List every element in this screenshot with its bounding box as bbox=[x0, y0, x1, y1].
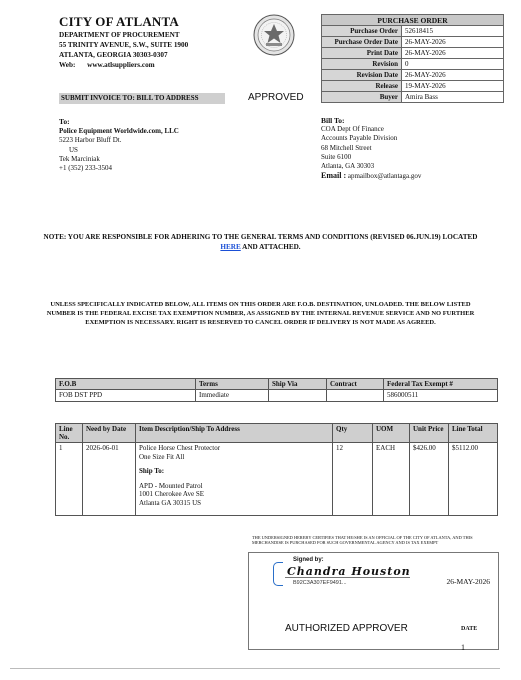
table-row bbox=[56, 390, 498, 402]
purchase-order-table bbox=[321, 14, 504, 103]
certification-text: THE UNDERSIGNED HEREBY CERTIFIES THAT HE/SHE IS AN OFFICIAL OF THE CITY OF ATLANTA, AND THIS MERCHANDISE IS PURCHASED FOR SUCH GOVERNMENTAL AGENCY AND IS TAX EXEMPT bbox=[252, 535, 473, 546]
line-total-value: $5112.00 bbox=[449, 443, 498, 516]
bill-to-line: Accounts Payable Division bbox=[321, 134, 398, 143]
bottom-divider bbox=[10, 668, 500, 669]
revision: 0 bbox=[402, 59, 504, 70]
department-name: DEPARTMENT OF PROCUREMENT bbox=[59, 31, 180, 39]
address-line-1: 55 TRINITY AVENUE, S.W., SUITE 1900 bbox=[59, 41, 189, 49]
approved-stamp: APPROVED bbox=[248, 92, 304, 103]
bill-to-line: COA Dept Of Finance bbox=[321, 125, 384, 134]
signed-by-label: Signed by: bbox=[293, 557, 324, 563]
tax-exempt-value: 586000511 bbox=[384, 390, 498, 402]
ship-to-line: APD - Mounted Patrol bbox=[139, 481, 203, 490]
po-row bbox=[322, 81, 504, 92]
print-date: 26-MAY-2026 bbox=[402, 48, 504, 59]
to-label: To: bbox=[59, 117, 70, 126]
signature-underline bbox=[285, 577, 410, 578]
unit-price-value: $426.00 bbox=[410, 443, 449, 516]
vendor-country: US bbox=[69, 145, 78, 154]
item-description bbox=[136, 443, 333, 516]
purchase-order-title: PURCHASE ORDER bbox=[322, 15, 504, 26]
terms-link[interactable]: HERE bbox=[220, 243, 241, 251]
po-row-label: Print Date bbox=[322, 48, 402, 59]
item-size: One Size Fit All bbox=[139, 452, 185, 461]
bill-to-label: Bill To: bbox=[321, 116, 345, 125]
po-row-label: Revision Date bbox=[322, 70, 402, 81]
item-name: Police Horse Chest Protector bbox=[139, 444, 221, 452]
vendor-street: 5223 Harbor Bluff Dt. bbox=[59, 136, 122, 145]
line-items-table bbox=[55, 423, 498, 516]
po-row-label: Revision bbox=[322, 59, 402, 70]
bill-to-line: 68 Mitchell Street bbox=[321, 143, 372, 152]
submit-invoice-banner: SUBMIT INVOICE TO: BILL TO ADDRESS bbox=[59, 93, 225, 104]
line-number: 1 bbox=[56, 443, 83, 516]
terms-note bbox=[40, 232, 481, 252]
bill-to-block bbox=[321, 116, 421, 181]
po-row bbox=[322, 59, 504, 70]
description-header: Item Description/Ship To Address bbox=[136, 424, 333, 443]
fob-notice: UNLESS SPECIFICALLY INDICATED BELOW, ALL ITEMS ON THIS ORDER ARE F.O.B. DESTINATION, UNLOADED. THE BELOW LISTED NUMBER IS THE FEDERAL EXCISE TAX EXEMPTION NUMBER, AS ASSIGNED BY THE INTERNAL REVENUE SERVICE AND NO FURTHER EXEMPTION IS NECESSARY. RIGHT IS RESERVED TO CANCEL ORDER IF DELIVERY IS NOT MADE AS AGREED. bbox=[46, 301, 475, 326]
bill-to-line: Atlanta, GA 30303 bbox=[321, 162, 375, 171]
need-by-header: Need by Date bbox=[83, 424, 136, 443]
po-row-label: Purchase Order Date bbox=[322, 37, 402, 48]
note-text: NOTE: YOU ARE RESPONSIBLE FOR ADHERING TO THE GENERAL TERMS AND CONDITIONS (REVISED 06.JUN.19) LOCATED bbox=[43, 233, 478, 241]
ship-to-label: Ship To: bbox=[139, 467, 165, 475]
qty-value: 12 bbox=[333, 443, 373, 516]
need-by-date: 2026-06-01 bbox=[83, 443, 136, 516]
bill-to-email-line bbox=[321, 171, 421, 181]
po-row bbox=[322, 92, 504, 103]
email-address[interactable]: apmailbox@atlantaga.gov bbox=[347, 172, 422, 181]
uom-value: EACH bbox=[373, 443, 410, 516]
date-label: DATE bbox=[461, 626, 478, 632]
po-row-label: Release bbox=[322, 81, 402, 92]
po-row-label: Buyer bbox=[322, 92, 402, 103]
ship-via-value bbox=[269, 390, 327, 402]
web-url[interactable]: www.atlsuppliers.com bbox=[87, 61, 155, 69]
email-label: Email : bbox=[321, 171, 347, 181]
terms-header: Terms bbox=[196, 379, 269, 390]
table-row bbox=[56, 443, 498, 516]
po-date: 26-MAY-2026 bbox=[402, 37, 504, 48]
qty-header: Qty bbox=[333, 424, 373, 443]
revision-date: 26-MAY-2026 bbox=[402, 70, 504, 81]
ship-to-line: Atlanta GA 30315 US bbox=[139, 498, 202, 507]
line-total-header: Line Total bbox=[449, 424, 498, 443]
signature-bracket-icon bbox=[273, 562, 283, 586]
unit-price-header: Unit Price bbox=[410, 424, 449, 443]
fob-value: FOB DST PPD bbox=[56, 390, 196, 402]
tax-exempt-header: Federal Tax Exempt # bbox=[384, 379, 498, 390]
signature-name: Chandra Houston bbox=[287, 565, 411, 578]
terms-value: Immediate bbox=[196, 390, 269, 402]
po-number: 52618415 bbox=[402, 26, 504, 37]
address-line-2: ATLANTA, GEORGIA 30303-0307 bbox=[59, 51, 168, 59]
city-seal-icon bbox=[253, 14, 295, 56]
signature-box bbox=[248, 552, 499, 650]
authorized-approver-label: AUTHORIZED APPROVER bbox=[285, 623, 408, 634]
note-suffix: AND ATTACHED. bbox=[242, 243, 301, 251]
ship-to-line: 1001 Cherokee Ave SE bbox=[139, 490, 204, 498]
ship-via-header: Ship Via bbox=[269, 379, 327, 390]
release-date: 19-MAY-2026 bbox=[402, 81, 504, 92]
page-number: 1 bbox=[461, 643, 465, 652]
contract-value bbox=[327, 390, 384, 402]
po-row bbox=[322, 26, 504, 37]
signature-card bbox=[273, 557, 413, 589]
po-row bbox=[322, 37, 504, 48]
signature-hash: B92C3A307EF9491... bbox=[293, 580, 347, 586]
fob-header: F.O.B bbox=[56, 379, 196, 390]
terms-table bbox=[55, 378, 498, 402]
vendor-phone: +1 (352) 233-3504 bbox=[59, 164, 112, 173]
web-line bbox=[59, 61, 155, 69]
web-label: Web: bbox=[59, 61, 76, 69]
city-name: CITY OF ATLANTA bbox=[59, 14, 180, 29]
vendor-address-block bbox=[59, 117, 179, 173]
contract-header: Contract bbox=[327, 379, 384, 390]
vendor-company: Police Equipment Worldwide.com, LLC bbox=[59, 127, 179, 136]
signature-date: 26-MAY-2026 bbox=[446, 577, 490, 586]
po-row bbox=[322, 70, 504, 81]
line-no-header: Line No. bbox=[56, 424, 83, 443]
uom-header: UOM bbox=[373, 424, 410, 443]
po-row bbox=[322, 48, 504, 59]
buyer-name: Amira Bass bbox=[402, 92, 504, 103]
vendor-contact: Tek Marciniak bbox=[59, 154, 100, 163]
po-row-label: Purchase Order bbox=[322, 26, 402, 37]
bill-to-line: Suite 6100 bbox=[321, 152, 352, 161]
